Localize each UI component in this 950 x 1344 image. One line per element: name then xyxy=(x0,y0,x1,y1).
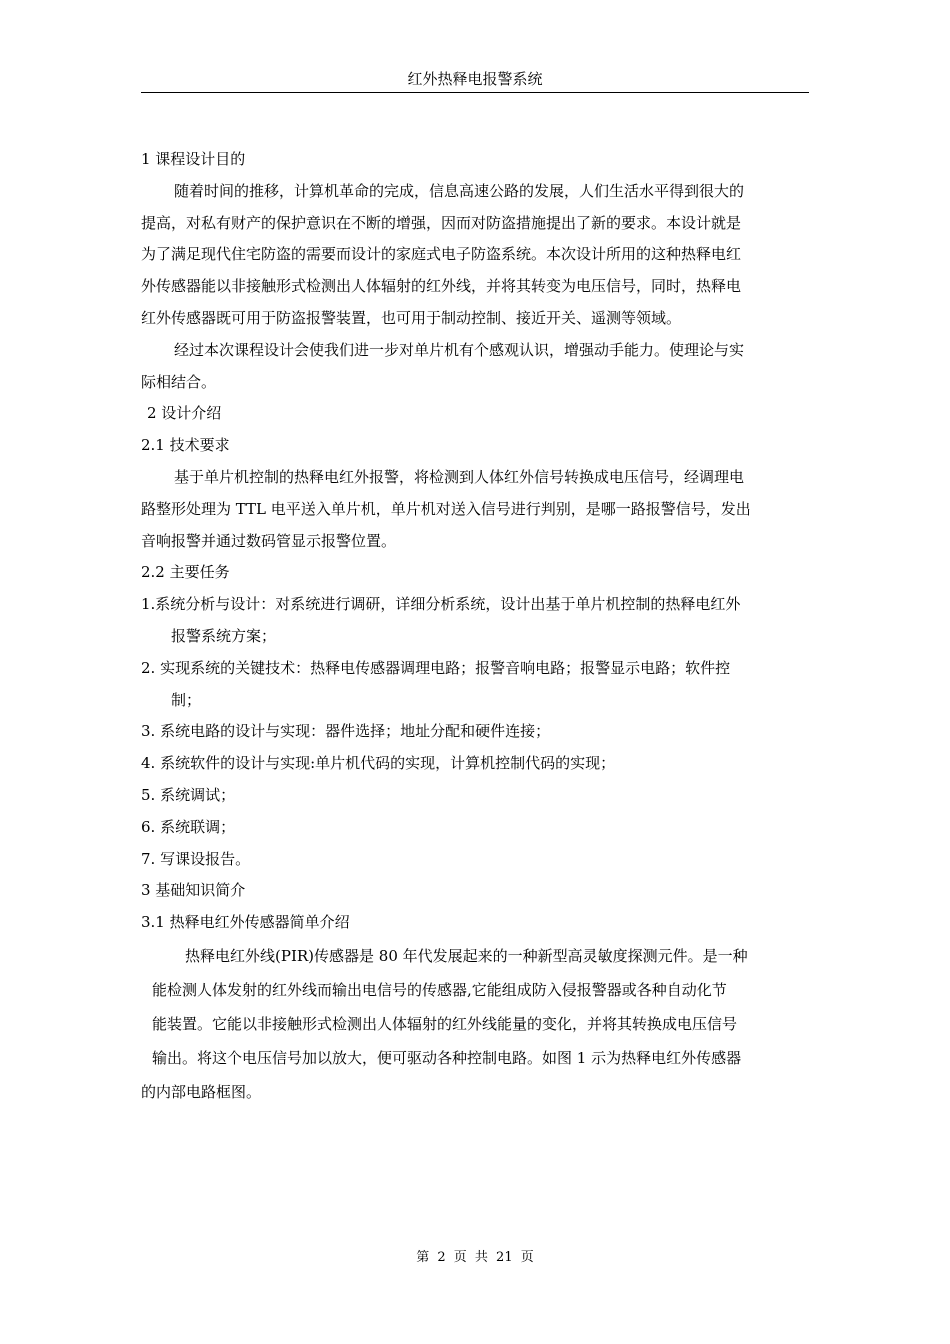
task-item: 7. 写课设报告。 xyxy=(141,849,251,868)
paragraph-line: 随着时间的推移，计算机革命的完成，信息高速公路的发展，人们生活水平得到很大的 xyxy=(174,181,745,200)
paragraph-line: 基于单片机控制的热释电红外报警，将检测到人体红外信号转换成电压信号，经调理电 xyxy=(174,467,745,486)
paragraph-line: 为了满足现代住宅防盗的需要而设计的家庭式电子防盗系统。本次设计所用的这种热释电红 xyxy=(141,245,742,264)
section-3-heading: 3 基础知识简介 xyxy=(141,881,246,900)
paragraph-line: 经过本次课程设计会使我们进一步对单片机有个感观认识，增强动手能力。使理论与实 xyxy=(174,340,745,359)
paragraph-line: 能检测人体发射的红外线而输出电信号的传感器,它能组成防入侵报警器或各种自动化节 xyxy=(152,980,727,999)
paragraph-line: 音响报警并通过数码管显示报警位置。 xyxy=(141,531,397,550)
paragraph-line: 外传感器能以非接触形式检测出人体辐射的红外线，并将其转变为电压信号，同时，热释电 xyxy=(141,277,742,296)
purpose-paragraph xyxy=(141,176,809,335)
task-item-continuation: 制； xyxy=(171,690,202,709)
task-list xyxy=(141,589,809,875)
section-1-heading: 1 课程设计目的 xyxy=(141,150,246,168)
paragraph-line: 路整形处理为 TTL 电平送入单片机，单片机对送入信号进行判别，是哪一路报警信号，发出 xyxy=(141,499,751,518)
paragraph-line: 提高，对私有财产的保护意识在不断的增强，因而对防盗措施提出了新的要求。本设计就是 xyxy=(141,213,742,232)
paragraph-line: 热释电红外线(PIR)传感器是 80 年代发展起来的一种新型高灵敏度探测元件。是一种 xyxy=(185,946,748,965)
requirements-paragraph xyxy=(141,462,809,557)
paragraph-line: 能装置。它能以非接触形式检测出人体辐射的红外线能量的变化，并将其转换成电压信号 xyxy=(152,1014,738,1033)
task-item: 1.系统分析与设计：对系统进行调研，详细分析系统，设计出基于单片机控制的热释电红外 xyxy=(141,595,741,614)
task-item: 6. 系统联调； xyxy=(141,817,236,836)
section-2-heading: 2 设计介绍 xyxy=(147,404,222,423)
task-item: 2. 实现系统的关键技术：热释电传感器调理电路；报警音响电路；报警显示电路；软件控 xyxy=(141,658,731,677)
task-item-continuation: 报警系统方案； xyxy=(171,626,277,645)
task-item: 3. 系统电路的设计与实现：器件选择；地址分配和硬件连接； xyxy=(141,722,551,741)
paragraph-line: 红外传感器既可用于防盗报警装置，也可用于制动控制、接近开关、遥测等领域。 xyxy=(141,308,682,327)
page-number-footer: 第 2 页 共 21 页 xyxy=(416,1250,534,1265)
paragraph-line: 际相结合。 xyxy=(141,372,217,391)
document-body xyxy=(141,144,809,1109)
section-2-2-heading: 2.2 主要任务 xyxy=(141,563,230,582)
section-3-1-heading: 3.1 热释电红外传感器简单介绍 xyxy=(141,913,350,932)
section-2-1-heading: 2.1 技术要求 xyxy=(141,436,230,455)
paragraph-line: 的内部电路框图。 xyxy=(141,1082,262,1101)
task-item: 5. 系统调试； xyxy=(141,785,236,804)
running-header: 红外热释电报警系统 xyxy=(141,66,809,93)
task-item: 4. 系统软件的设计与实现:单片机代码的实现，计算机控制代码的实现； xyxy=(141,754,616,773)
goal-paragraph xyxy=(141,335,809,399)
paragraph-line: 输出。将这个电压信号加以放大，便可驱动各种控制电路。如图 1 示为热释电红外传感器 xyxy=(152,1048,742,1067)
pir-paragraph xyxy=(141,939,809,1109)
